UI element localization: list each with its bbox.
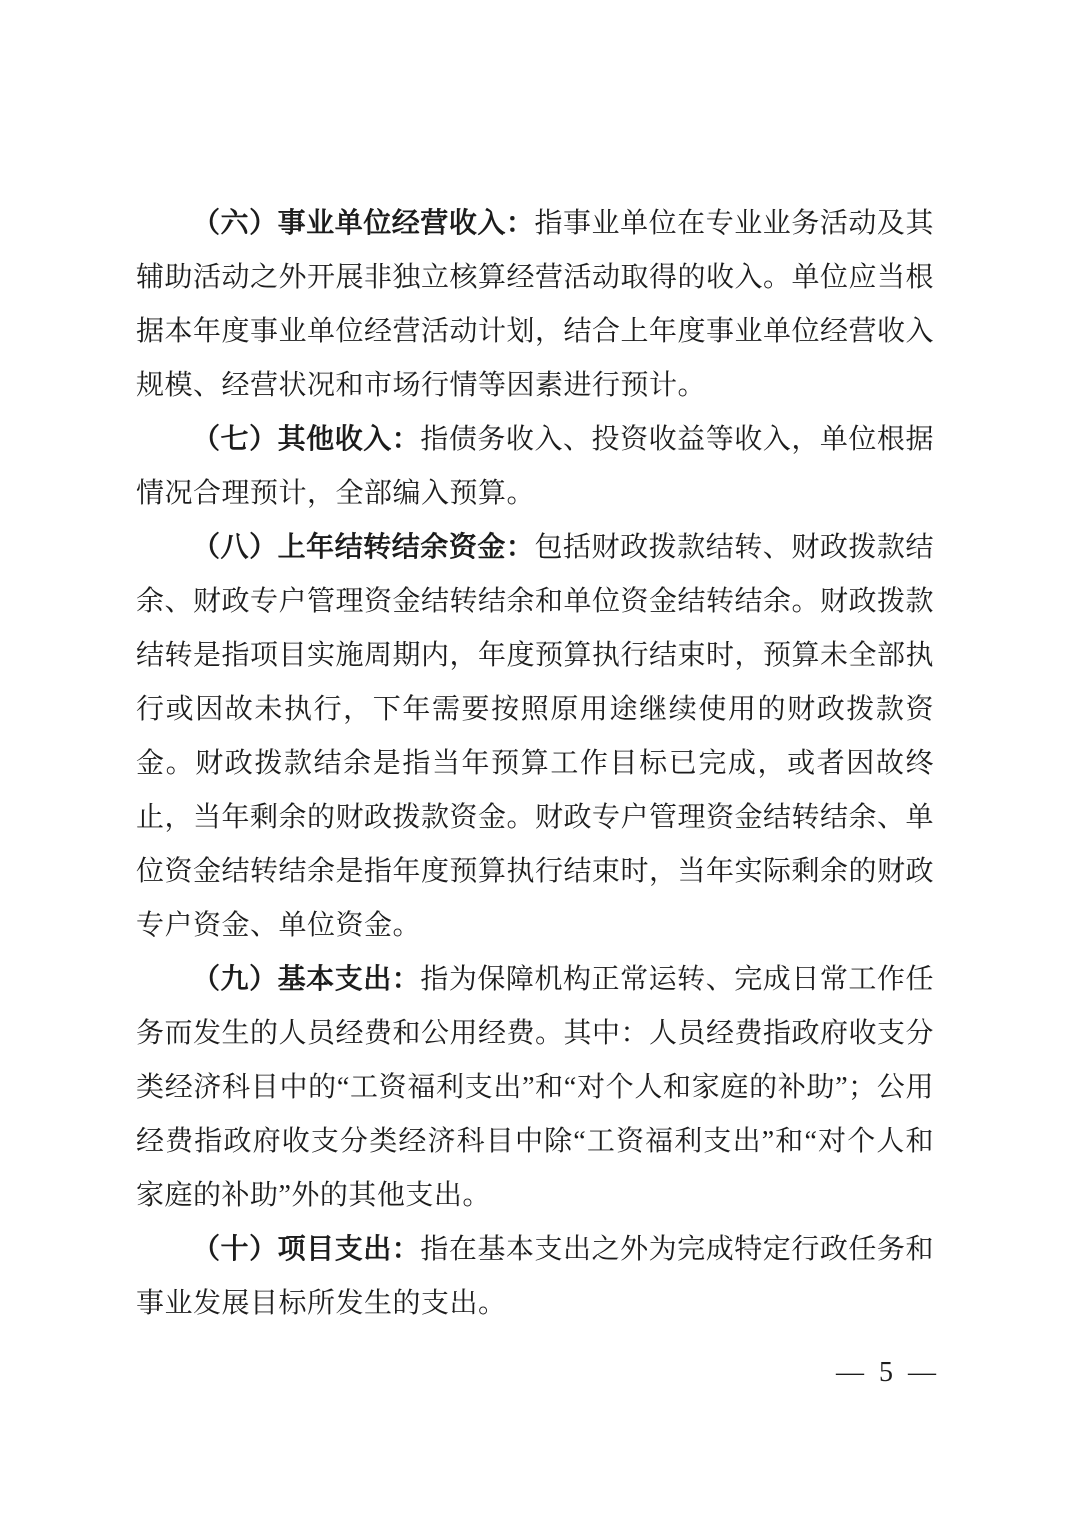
paragraph-lead: （八）上年结转结余资金： [192, 532, 535, 563]
paragraph-lead: （十）项目支出： [192, 1234, 421, 1265]
paragraph-body-text: 包括财政拨款结转、财政拨款结余、财政专户管理资金结转结余和单位资金结转结余。财政拨款结转是指项目实施周期内，年度预算执行结束时，预算未全部执行或因故未执行，下年需要按照原用途继续使用的财政拨款资金。财政拨款结余是指当年预算工作目标已完成，或者因故终止，当年剩余的财政拨款资金。财政专户管理资金结转结余、单位资金结转结余是指年度预算执行结束时，当年实际剩余的财政专户资金、单位资金。 [136, 532, 935, 941]
paragraph-item-10 [136, 1223, 934, 1331]
paragraph-item-9 [136, 953, 934, 1223]
paragraph-lead: （九）基本支出： [192, 964, 421, 995]
paragraph-item-8 [136, 521, 934, 953]
paragraph-body-text: 指在基本支出之外为完成特定行政任务和事业发展目标所发生的支出。 [136, 1234, 934, 1319]
paragraph-body-text: 指债务收入、投资收益等收入，单位根据情况合理预计，全部编入预算。 [136, 424, 934, 509]
paragraph-item-6 [136, 197, 934, 413]
document-body [136, 197, 934, 1331]
paragraph-item-7 [136, 413, 934, 521]
paragraph-lead: （七）其他收入： [192, 424, 421, 455]
paragraph-body-text: 指事业单位在专业业务活动及其辅助活动之外开展非独立核算经营活动取得的收入。单位应当根据本年度事业单位经营活动计划，结合上年度事业单位经营收入规模、经营状况和市场行情等因素进行预计。 [136, 208, 935, 401]
paragraph-lead: （六）事业单位经营收入： [192, 208, 535, 239]
paragraph-body-text: 指为保障机构正常运转、完成日常工作任务而发生的人员经费和公用经费。其中：人员经费指政府收支分类经济科目中的“工资福利支出”和“对个人和家庭的补助”；公用经费指政府收支分类经济科目中除“工资福利支出”和“对个人和家庭的补助”外的其他支出。 [136, 964, 935, 1211]
page-number: — 5 — [836, 1357, 940, 1388]
